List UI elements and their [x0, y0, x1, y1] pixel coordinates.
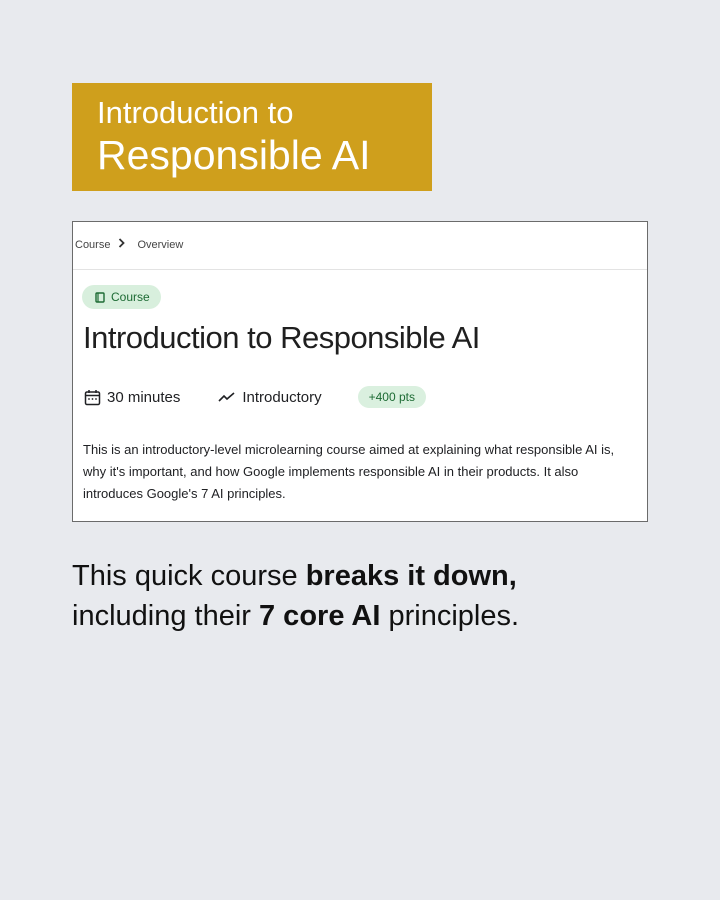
book-icon [95, 292, 105, 303]
caption-text [72, 556, 692, 636]
duration-label: 30 minutes [107, 388, 181, 406]
course-type-chip [82, 285, 161, 309]
course-type-label: Course [111, 290, 150, 304]
points-badge: +400 pts [358, 386, 426, 408]
caption-part-1: This quick course [72, 560, 306, 592]
trend-icon [218, 391, 236, 403]
breadcrumb-course-link[interactable]: Course [75, 238, 111, 251]
caption-bold-1: breaks it down, [305, 560, 517, 592]
course-title: Introduction to Responsible AI [83, 320, 480, 355]
level-item [218, 389, 321, 406]
caption-part-2: including their [72, 600, 259, 632]
breadcrumb [75, 238, 183, 251]
title-line-2: Responsible AI [97, 132, 371, 178]
course-card-screenshot [72, 221, 648, 522]
caption-bold-2: 7 core AI [259, 600, 381, 632]
chevron-right-icon [118, 238, 125, 251]
divider [73, 269, 647, 270]
calendar-icon [84, 389, 101, 406]
caption-part-3: principles. [380, 600, 520, 632]
title-line-1: Introduction to [97, 95, 294, 130]
title-banner [72, 83, 432, 191]
duration-item [84, 389, 180, 406]
breadcrumb-current: Overview [137, 238, 184, 251]
course-meta-row [84, 386, 426, 408]
course-description: This is an introductory-level microlearning course aimed at explaining what responsible AI is, why it's important, and how Google implements responsible AI in their products. It also introduces Google's 7 AI principles. [83, 442, 615, 501]
level-label: Introductory [242, 388, 322, 406]
